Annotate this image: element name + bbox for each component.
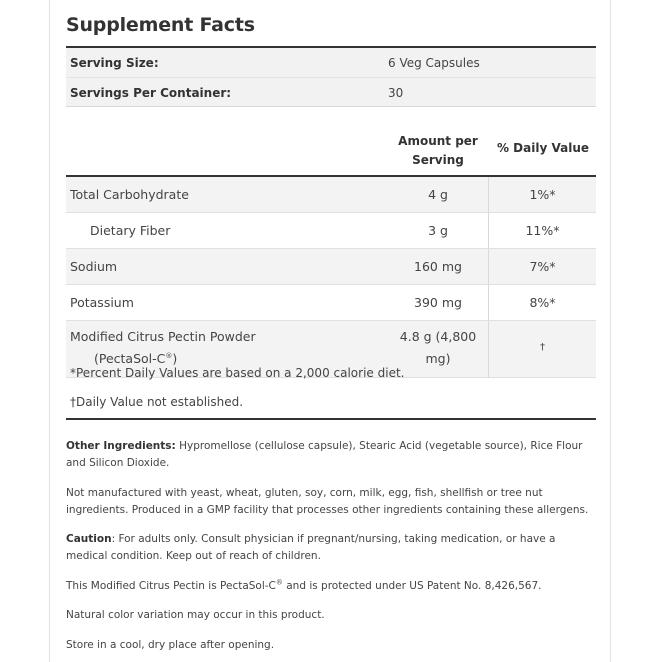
- nutrient-table: [66, 175, 596, 378]
- dagger-footnote: †Daily Value not established.: [70, 395, 244, 409]
- percent-dv-footnote: *Percent Daily Values are based on a 2,000 calorie diet.: [70, 366, 405, 380]
- nutrient-daily-value: †: [540, 342, 545, 353]
- other-ingredients-text: Hypromellose (cellulose capsule), Stearic Acid (vegetable source), Rice Flour and Silicon Dioxide.: [66, 440, 583, 469]
- servings-per-container-label: Servings Per Container:: [70, 85, 232, 100]
- nutrient-amount: 4 g: [388, 177, 489, 212]
- nutrient-amount: 4.8 g (4,800 mg): [388, 321, 489, 377]
- divider: [66, 106, 596, 107]
- nutrient-daily-value: 1%*: [529, 187, 556, 202]
- nutrient-amount: 160 mg: [388, 249, 489, 284]
- other-ingredients-label: Other Ingredients:: [66, 440, 176, 452]
- table-row: [66, 249, 596, 285]
- servings-per-container-value: 30: [388, 85, 404, 100]
- nutrient-name: Dietary Fiber: [90, 223, 171, 238]
- caution-text: : For adults only. Consult physician if pregnant/nursing, taking medication, or have a medical condition. Keep out of reach of children.: [66, 533, 556, 562]
- nutrient-amount: 390 mg: [388, 285, 489, 320]
- nutrient-daily-value: 8%*: [529, 295, 556, 310]
- nutrient-daily-value: 11%*: [525, 223, 560, 238]
- nutrient-name: Sodium: [70, 259, 118, 274]
- storage-note: Store in a cool, dry place after opening.: [66, 639, 275, 651]
- table-row: [66, 213, 596, 249]
- nutrient-amount: 3 g: [388, 213, 489, 248]
- serving-size-label: Serving Size:: [70, 55, 159, 70]
- column-header: [66, 128, 596, 175]
- page-title: Supplement Facts: [66, 14, 255, 36]
- nutrient-name: Potassium: [70, 295, 134, 310]
- amount-per-serving-header: Amount per Serving: [398, 134, 478, 167]
- patent-statement: This Modified Citrus Pectin is PectaSol-C® and is protected under US Patent No. 8,426,567.: [66, 578, 542, 592]
- allergen-statement: Not manufactured with yeast, wheat, gluten, soy, corn, milk, egg, fish, shellfish or tree nut ingredients. Produced in a GMP facility that processes other ingredients containing these allergens.: [66, 487, 589, 516]
- nutrient-name: Modified Citrus Pectin Powder (PectaSol-C®): [70, 329, 256, 366]
- servings-per-container-row: [66, 78, 596, 107]
- caution-statement: [66, 531, 596, 565]
- caution-label: Caution: [66, 533, 112, 545]
- serving-size-row: [66, 48, 596, 78]
- nutrient-name: Total Carbohydrate: [70, 187, 189, 202]
- nutrient-daily-value: 7%*: [529, 259, 556, 274]
- serving-info: [66, 46, 596, 107]
- color-variation-note: Natural color variation may occur in this product.: [66, 609, 325, 621]
- divider: [66, 418, 596, 420]
- daily-value-header: % Daily Value: [496, 141, 589, 155]
- other-ingredients: [66, 438, 596, 472]
- table-row: [66, 177, 596, 213]
- table-row: [66, 285, 596, 321]
- serving-size-value: 6 Veg Capsules: [388, 55, 480, 70]
